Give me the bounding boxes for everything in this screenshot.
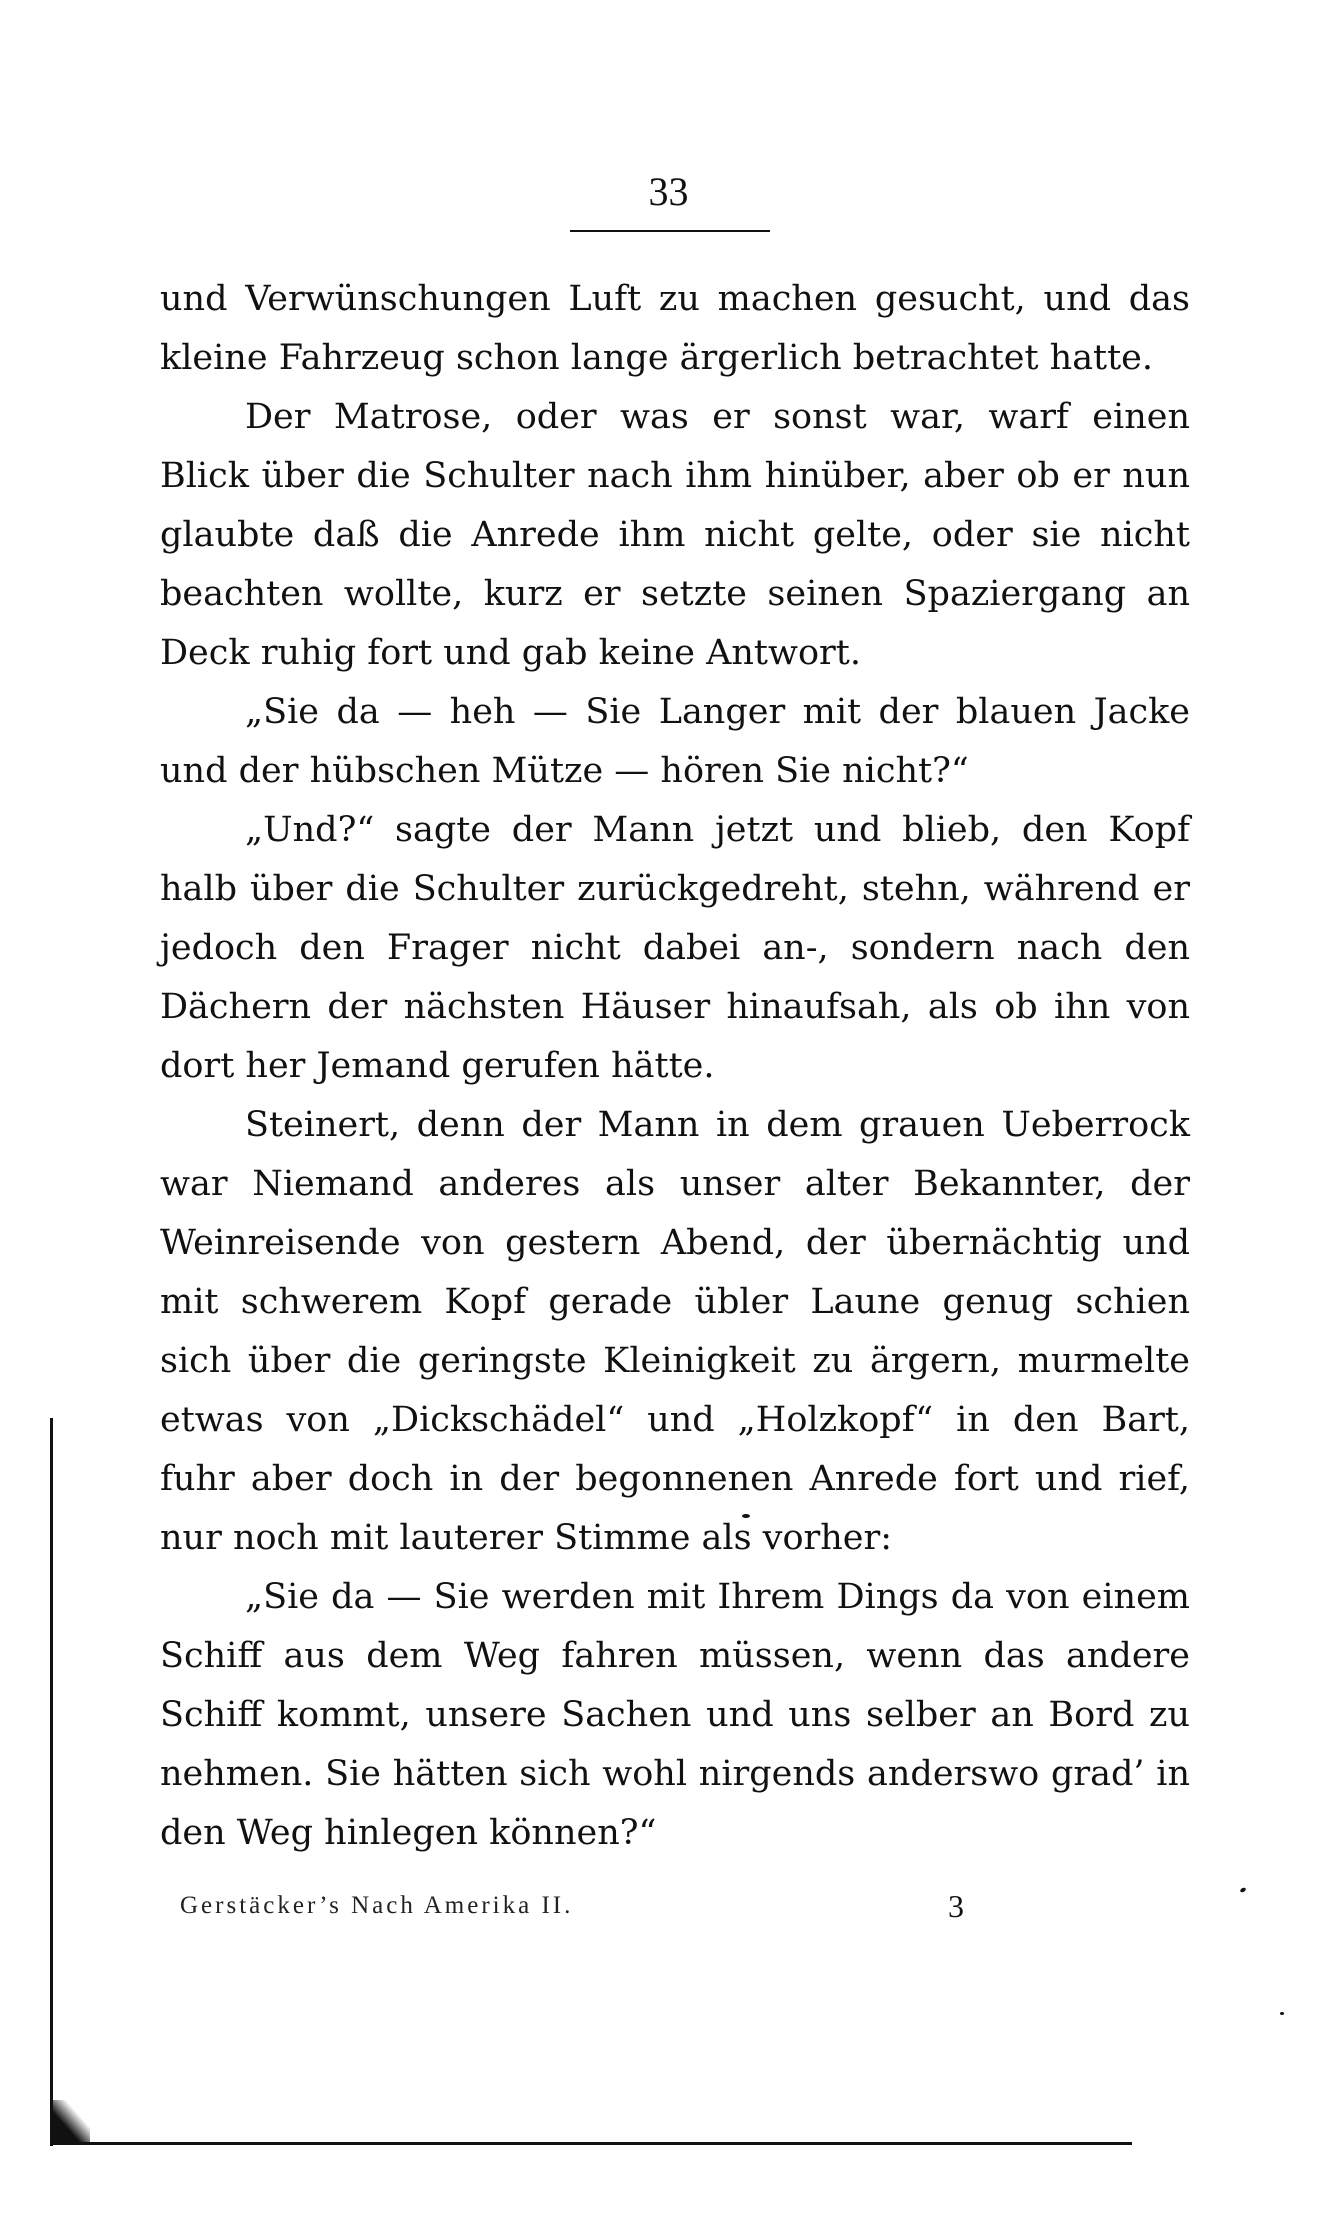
body-text xyxy=(160,270,1190,1863)
scan-edge-left xyxy=(50,1418,53,2146)
ink-speck xyxy=(742,1514,750,1518)
running-footer-title: Gerstäcker’s Nach Amerika II. xyxy=(180,1892,574,1919)
header-rule xyxy=(570,230,770,232)
paragraph-2: Der Matrose, oder was er sonst war, warf einen Blick über die Schulter nach ihm hinüber, aber ob er nun glaubte daß die Anrede ihm nicht gelte, oder sie nicht beachten wollte, kurz er setzte seinen Spaziergang an Deck ruhig fort und gab keine Antwort. xyxy=(160,397,1190,673)
signature-mark: 3 xyxy=(948,1888,964,1924)
paragraph-5: Steinert, denn der Mann in dem grauen Ueberrock war Niemand anderes als unser alter Bekannter, der Weinreisende von gestern Abend, der übernächtig und mit schwerem Kopf gerade übler Laune genug schien sich über die geringste Kleinigkeit zu ärgern, murmelte etwas von „Dickschädel“ und „Holzkopf“ in den Bart, fuhr aber doch in der begonnenen Anrede fort und rief, nur noch mit lauterer Stimme als vorher: xyxy=(160,1105,1190,1558)
paragraph-4: „Und?“ sagte der Mann jetzt und blieb, den Kopf halb über die Schulter zurückgedreht, stehn, während er jedoch den Frager nicht dabei an-, sondern nach den Dächern der nächsten Häuser hinaufsah, als ob ihn von dort her Jemand gerufen hätte. xyxy=(160,810,1190,1086)
paragraph-3: „Sie da — heh — Sie Langer mit der blauen Jacke und der hübschen Mütze — hören Sie nicht?“ xyxy=(160,692,1190,791)
paragraph-1: und Verwünschungen Luft zu machen gesucht, und das kleine Fahrzeug schon lange ärgerlich betrachtet hatte. xyxy=(160,279,1190,378)
ink-speck xyxy=(1239,1887,1246,1893)
scan-edge-corner xyxy=(50,2100,90,2145)
page-number: 33 xyxy=(648,169,689,214)
paragraph-6: „Sie da — Sie werden mit Ihrem Dings da von einem Schiff aus dem Weg fahren müssen, wenn das andere Schiff kommt, unsere Sachen und uns selber an Bord zu nehmen. Sie hätten sich wohl nirgends anderswo grad’ in den Weg hinlegen können?“ xyxy=(160,1577,1190,1853)
ink-speck xyxy=(1280,2012,1284,2015)
scan-edge-bottom xyxy=(52,2142,1132,2145)
